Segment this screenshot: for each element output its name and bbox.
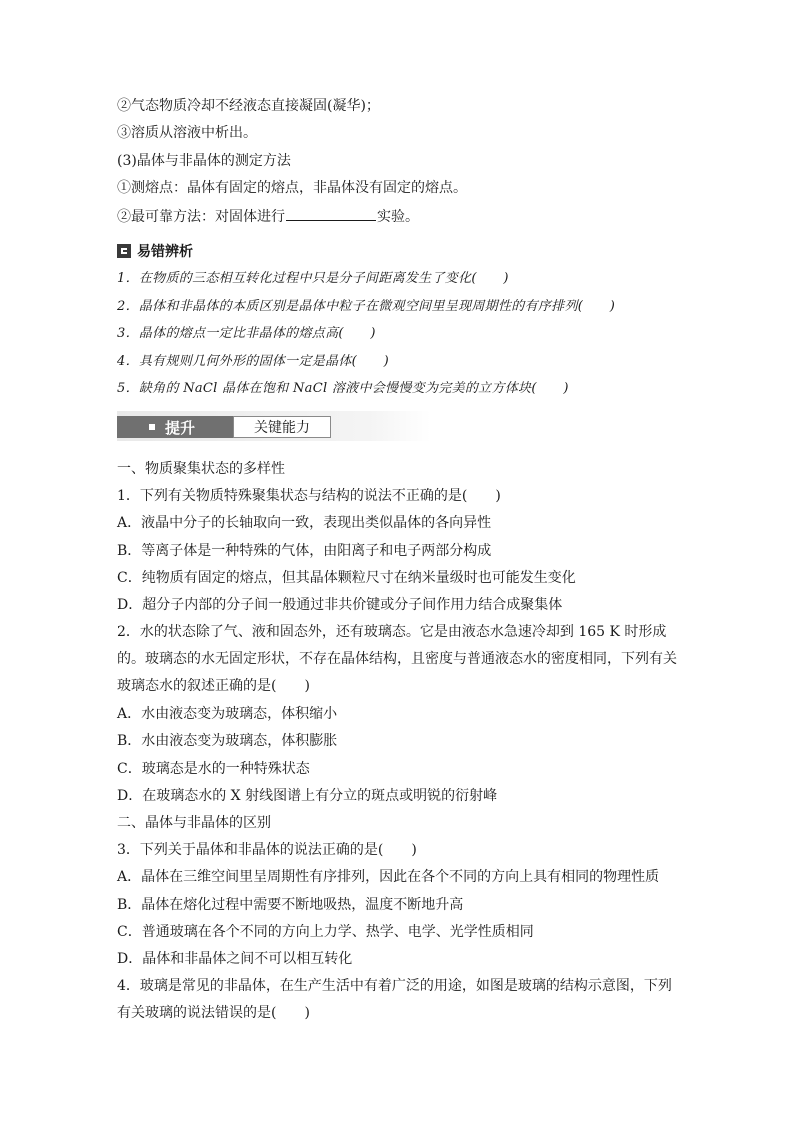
option: D．在玻璃态水的 X 射线图谱上有分立的斑点或明锐的衍射峰: [117, 788, 498, 804]
error-analysis-title: 易错辨析: [137, 244, 193, 260]
answer-blank[interactable]: [286, 206, 376, 221]
error-item: 4．具有规则几何外形的固体一定是晶体( ): [117, 354, 390, 369]
fill-in-prefix: ②最可靠方法：对固体进行: [117, 209, 285, 225]
banner-tab-light: [233, 416, 331, 438]
error-item: 1．在物质的三态相互转化过程中只是分子间距离发生了变化( ): [117, 271, 509, 286]
option: C．普通玻璃在各个不同的方向上力学、热学、电学、光学性质相同: [117, 924, 534, 940]
option: B．晶体在熔化过程中需要不断地吸热，温度不断地升高: [117, 897, 464, 913]
option: C．玻璃态是水的一种特殊状态: [117, 761, 310, 777]
section-title: 一、物质聚集状态的多样性: [117, 461, 285, 477]
banner-dark-label: 提升: [165, 418, 196, 437]
question-stem: 4．玻璃是常见的非晶体，在生产生活中有着广泛的用途，如图是玻璃的结构示意图，下列有关玻璃的说法错误的是( ): [117, 978, 672, 1021]
section-marker-icon: [117, 244, 131, 258]
option: A．晶体在三维空间里呈周期性有序排列，因此在各个不同的方向上具有相同的物理性质: [117, 869, 660, 885]
option: D．超分子内部的分子间一般通过非共价键或分子间作用力结合成聚集体: [117, 597, 563, 613]
fill-in-suffix: 实验。: [377, 209, 419, 225]
option: A．水由液态变为玻璃态，体积缩小: [117, 706, 338, 722]
banner-tab-dark: [117, 416, 233, 438]
error-item: 5．缺角的 NaCl 晶体在饱和 NaCl 溶液中会慢慢变为完美的立方体块( ): [117, 381, 569, 396]
section-title: 二、晶体与非晶体的区别: [117, 815, 271, 831]
error-item: 3．晶体的熔点一定比非晶体的熔点高( ): [117, 326, 376, 341]
option: D．晶体和非晶体之间不可以相互转化: [117, 951, 353, 967]
option: B．水由液态变为玻璃态，体积膨胀: [117, 733, 338, 749]
question-stem: 3．下列关于晶体和非晶体的说法正确的是( ): [117, 842, 417, 858]
question-stem: 2．水的状态除了气、液和固态外，还有玻璃态。它是由液态水急速冷却到 165 K 时形成的。玻璃态的水无固定形状，不存在晶体结构，且密度与普通液态水的密度相同，下列有关玻璃态水的叙述正确的是( ): [117, 624, 677, 694]
option: A．液晶中分子的长轴取向一致，表现出类似晶体的各向异性: [117, 515, 492, 531]
fill-in-line: [117, 206, 419, 226]
question-stem: 1．下列有关物质特殊聚集状态与结构的说法不正确的是( ): [117, 488, 501, 504]
text-line: (3)晶体与非晶体的测定方法: [117, 153, 291, 169]
square-bullet-icon: [149, 424, 155, 430]
error-analysis-heading: [117, 241, 193, 261]
option: C．纯物质有固定的熔点，但其晶体颗粒尺寸在纳米量级时也可能发生变化: [117, 570, 576, 586]
error-item: 2．晶体和非晶体的本质区别是晶体中粒子在微观空间里呈现周期性的有序排列( ): [117, 299, 616, 314]
option: B．等离子体是一种特殊的气体，由阳离子和电子两部分构成: [117, 543, 492, 559]
text-line: ③溶质从溶液中析出。: [117, 125, 257, 141]
text-line: ②气态物质冷却不经液态直接凝固(凝华)；: [117, 98, 380, 114]
text-line: ①测熔点：晶体有固定的熔点，非晶体没有固定的熔点。: [117, 180, 467, 196]
banner-light-label: 关键能力: [254, 420, 310, 436]
